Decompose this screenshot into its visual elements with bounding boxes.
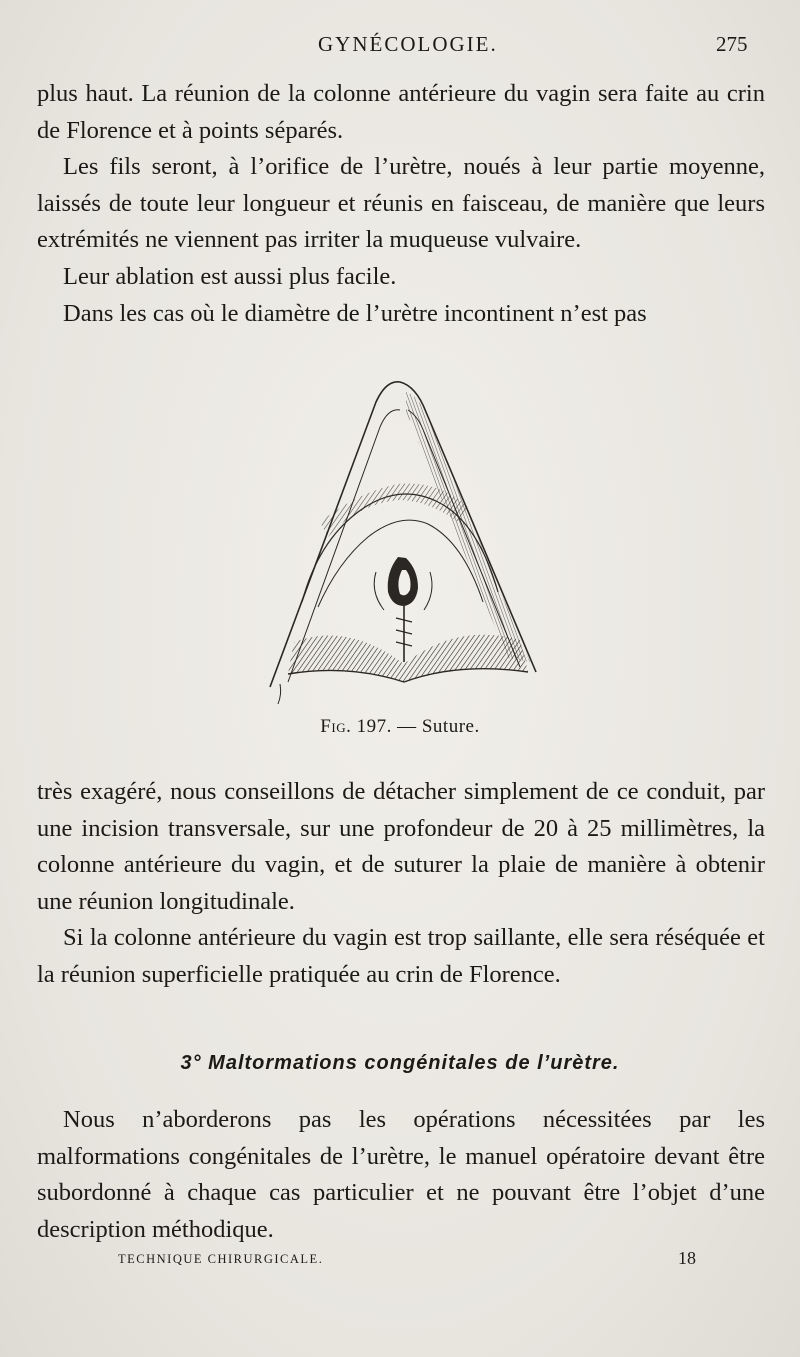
page-footer: [0, 1250, 800, 1274]
figure-label: Fig. 197.: [320, 716, 392, 737]
paragraph: très exagéré, nous conseillons de détacher simplement de ce conduit, par une incision transversale, sur une profondeur de 20 à 25 millimètres, la colonne antérieure du vagin, et de suturer la plaie de manière à obtenir une réunion longitudinale.: [37, 778, 765, 915]
middle-text-block: [37, 774, 765, 994]
suture-engraving-illustration: [258, 372, 548, 712]
bottom-text-block: [37, 1102, 765, 1248]
footer-book-title: TECHNIQUE CHIRURGICALE.: [118, 1252, 324, 1266]
paragraph: plus haut. La réunion de la colonne antérieure du vagin sera faite au crin de Florence et à points séparés.: [37, 80, 765, 144]
top-text-block: [37, 76, 765, 332]
figure-caption: [0, 716, 800, 738]
paragraph: Si la colonne antérieure du vagin est trop saillante, elle sera réséquée et la réunion superficielle pratiquée au crin de Florence.: [37, 924, 765, 988]
paragraph: Leur ablation est aussi plus facile.: [63, 262, 397, 290]
paragraph: Les fils seront, à l’orifice de l’urètre, noués à leur partie moyenne, laissés de toute leur longueur et réunis en faisceau, de manière que leurs extrémités ne viennent pas irriter la muqueuse vulvaire.: [37, 153, 765, 254]
figure-illustration: [258, 372, 548, 712]
figure-caption-text: — Suture.: [397, 716, 480, 737]
running-title: GYNÉCOLOGIE.: [318, 32, 498, 56]
page-number: 275: [716, 32, 748, 56]
running-head: [0, 30, 800, 60]
section-heading: 3° Maltormations congénitales de l’urètre.: [180, 1052, 620, 1074]
paragraph: Dans les cas où le diamètre de l’urètre incontinent n’est pas: [63, 299, 647, 327]
signature-mark: 18: [678, 1248, 696, 1268]
paragraph: Nous n’aborderons pas les opérations nécessitées par les malformations congénitales de l’urètre, le manuel opératoire devant être subordonné à chaque cas particulier et ne pouvant être l’objet d’une description méthodique.: [37, 1106, 765, 1243]
